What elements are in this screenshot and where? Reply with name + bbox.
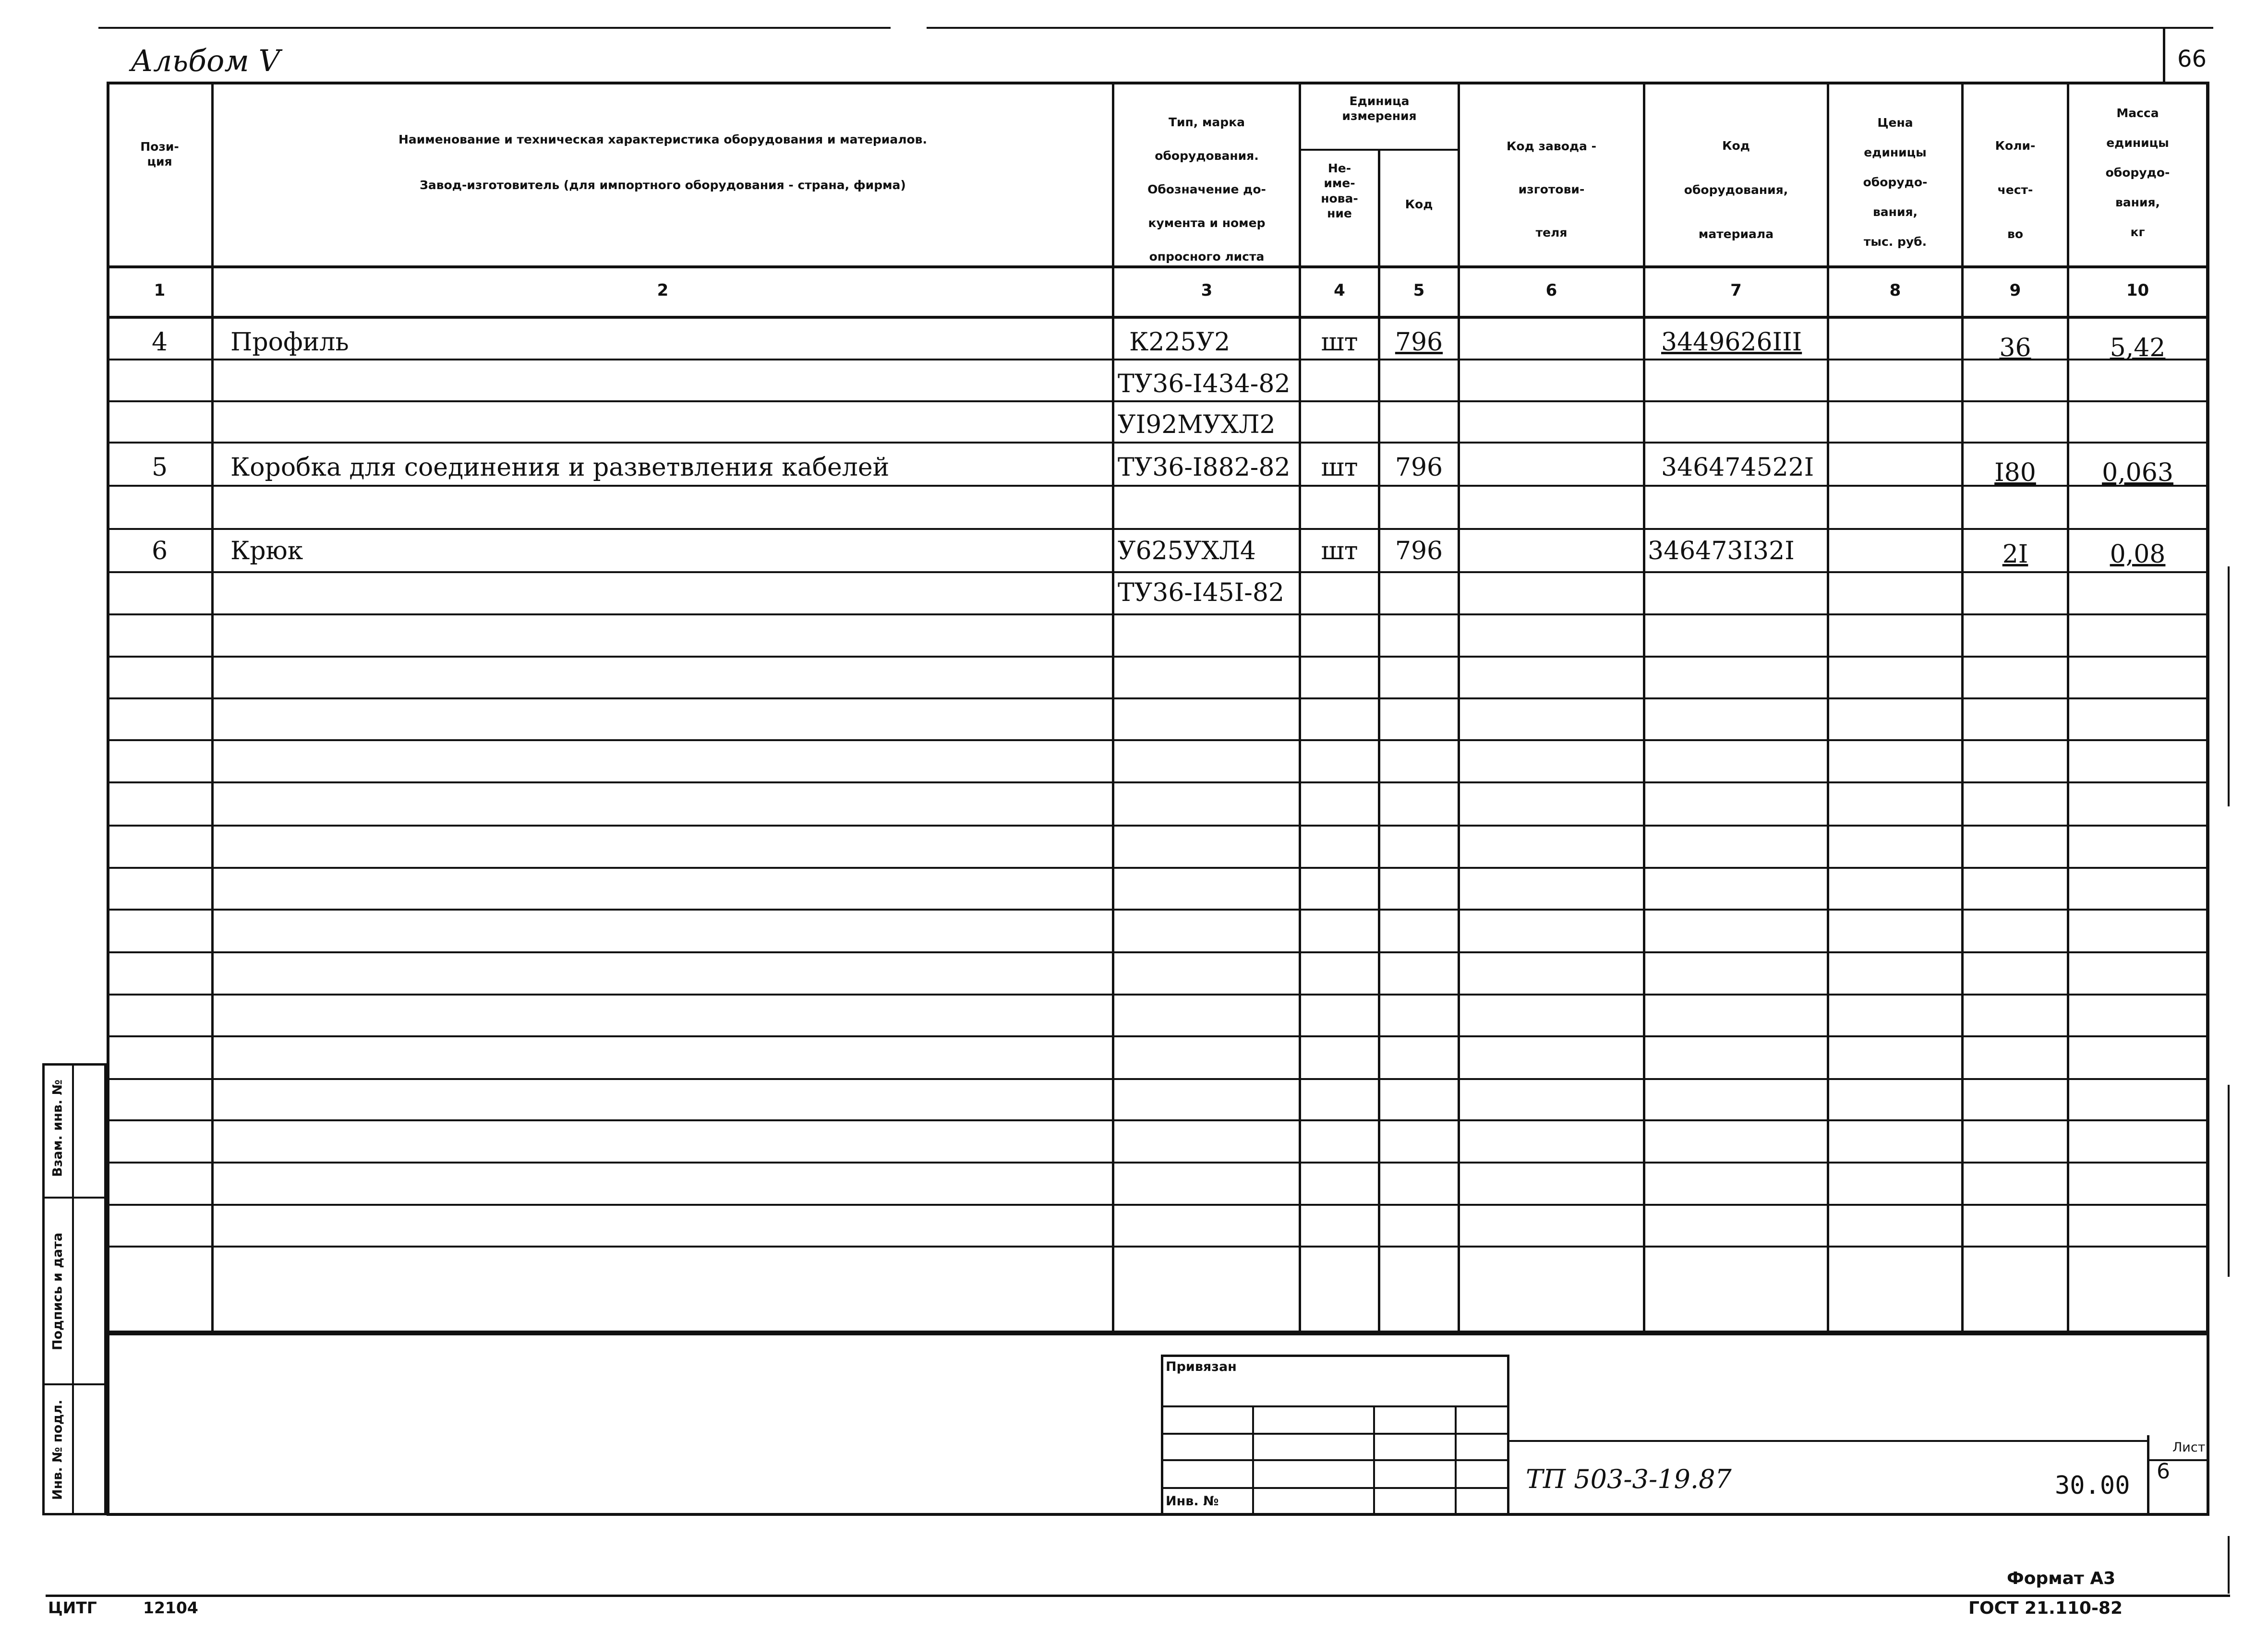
header-name-line1: Наименование и техническая характеристика оборудования и материалов. (398, 132, 927, 146)
colnum-4: 4 (1334, 281, 1345, 300)
row-1-name: Профиль (230, 328, 349, 357)
col-line-3 (1299, 82, 1301, 1333)
row-4-type: ТУ36-I882-82 (1118, 453, 1291, 482)
row-4-unit-code: 796 (1395, 453, 1443, 482)
row-1-quantity: 36 (1999, 334, 2031, 362)
row-2-type: ТУ36-I434-82 (1118, 370, 1291, 398)
header-equipment-code: Код оборудования, материала (1684, 139, 1788, 241)
header-mass: Масса единицы оборудо- вания, кг (2105, 106, 2170, 239)
row-1-position: 4 (151, 328, 168, 357)
row-1-unit: шт (1321, 328, 1358, 357)
row-1-unit-code: 796 (1395, 328, 1443, 357)
header-unit-group: Единица измерения (1342, 94, 1417, 123)
side-sign-date: Подпись и дата (50, 1232, 65, 1351)
side-inv-replace: Взам. инв. № (50, 1080, 65, 1177)
row-5-type: У625УХЛ4 (1118, 537, 1256, 565)
colnum-3: 3 (1201, 281, 1213, 300)
album-label: Альбом V (131, 43, 280, 78)
side-inv-original: Инв. № подл. (50, 1400, 65, 1500)
footer-line (46, 1595, 2230, 1597)
document-code: ТП 503-3-19.87 (1526, 1464, 1732, 1494)
sheet-code: 30.00 (2055, 1471, 2130, 1500)
col-line-6 (1643, 82, 1645, 1333)
row-4-name: Коробка для соединения и разветвления кабелей (230, 453, 890, 482)
colnum-6: 6 (1545, 281, 1557, 300)
header-quantity: Коли- чест- во (1995, 139, 2036, 241)
header-position: Пози- ция (140, 140, 179, 169)
header-price: Цена единицы оборудо- вания, тыс. руб. (1863, 116, 1928, 249)
colnum-10: 10 (2126, 281, 2149, 300)
colnum-2: 2 (657, 281, 669, 300)
colnum-8: 8 (1889, 281, 1901, 300)
col-line-1 (211, 82, 214, 1333)
colnum-1: 1 (154, 281, 166, 300)
header-type: Тип, марка оборудования. Обозначение до- кумента и номер опросного листа (1147, 115, 1266, 264)
row-1-type: К225У2 (1129, 328, 1231, 357)
row-5-quantity: 2I (2002, 540, 2028, 569)
bottom-block (107, 1332, 2209, 1516)
col-line-8 (1961, 82, 1964, 1333)
row-4-position: 5 (151, 453, 168, 482)
header-unit-name: Не- име- нова- ние (1321, 161, 1358, 220)
row-4-mass: 0,063 (2102, 458, 2173, 487)
row-1-equipment-code: 3449626III (1661, 328, 1802, 357)
col-line-5 (1458, 82, 1460, 1333)
col-line-7 (1827, 82, 1829, 1333)
header-name-line2: Завод-изготовитель (для импортного оборудования - страна, фирма) (420, 178, 906, 192)
header-plant-code: Код завода - изготови- теля (1506, 139, 1597, 240)
footer-format: Формат А3 (2007, 1569, 2116, 1588)
footer-gost: ГОСТ 21.110-82 (1968, 1598, 2123, 1618)
row-4-unit: шт (1321, 453, 1358, 482)
colnum-7: 7 (1730, 281, 1742, 300)
col-line-2 (1112, 82, 1114, 1333)
col-line-9 (2067, 82, 2069, 1333)
colnum-5: 5 (1413, 281, 1425, 300)
numbers-bottom-line (107, 316, 2209, 319)
sheet-label: Лист (2172, 1440, 2206, 1455)
inventory-number-label: Инв. № (1166, 1494, 1219, 1509)
row-5-unit: шт (1321, 537, 1358, 565)
row-4-equipment-code: 346474522I (1661, 453, 1814, 482)
row-5-equipment-code: 346473I32I (1648, 537, 1795, 565)
colnum-9: 9 (2009, 281, 2021, 300)
sheet-number: 6 (2157, 1459, 2170, 1484)
col-line-4 (1378, 149, 1380, 1333)
row-5-position: 6 (151, 537, 168, 565)
row-1-mass: 5,42 (2110, 334, 2166, 362)
footer-printer: ЦИТГ (48, 1598, 97, 1617)
footer-print-number: 12104 (143, 1598, 198, 1617)
page-number: 66 (2177, 46, 2207, 72)
header-unit-code: Код (1405, 197, 1433, 211)
col-line-10 (2206, 82, 2208, 1333)
row-3-type: УI92МУХЛ2 (1118, 410, 1276, 439)
row-5-unit-code: 796 (1395, 537, 1443, 565)
row-5-mass: 0,08 (2110, 540, 2166, 569)
binding-stamp (1161, 1355, 1509, 1516)
row-4-quantity: I80 (1994, 458, 2036, 487)
binding-label: Привязан (1166, 1359, 1237, 1374)
row-5-name: Крюк (230, 537, 303, 565)
row-6-type: ТУ36-I45I-82 (1118, 578, 1284, 607)
